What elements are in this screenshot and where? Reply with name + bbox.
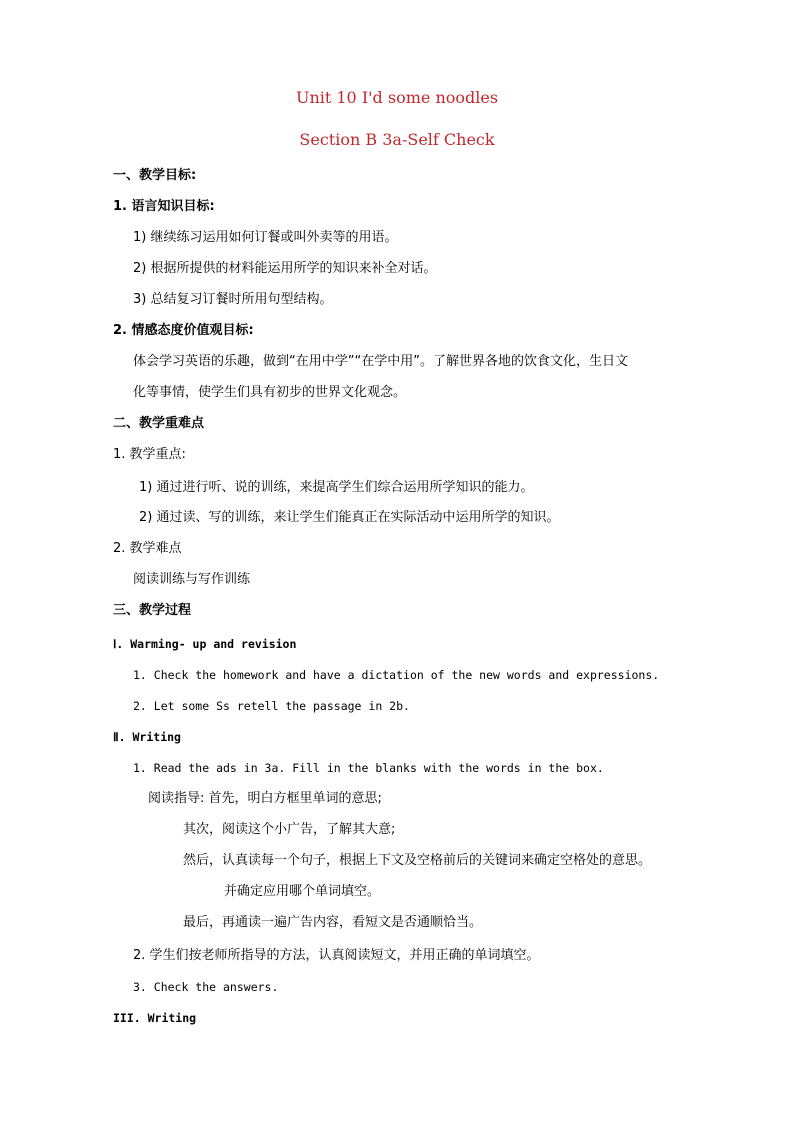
subheading-attitude-goals: 2. 情感态度价值观目标: xyxy=(113,323,254,338)
reading-guide-line: 然后，认真读每一个句子，根据上下文及空格前后的关键词来确定空格处的意思。 xyxy=(183,853,652,868)
list-item: 1) 继续练习运用如何订餐或叫外卖等的用语。 xyxy=(133,230,398,245)
list-item: 1) 通过进行听、说的训练，来提高学生们综合运用所学知识的能力。 xyxy=(139,480,534,495)
section-heading-objectives: 一、教学目标: xyxy=(113,168,197,183)
step-heading-writing: Ⅱ. Writing xyxy=(113,730,181,744)
document-subtitle: Section B 3a-Self Check xyxy=(299,130,495,149)
list-item: 2) 通过读、写的训练，来让学生们能真正在实际活动中运用所学的知识。 xyxy=(139,510,560,525)
paragraph-line: 化等事情，使学生们具有初步的世界文化观念。 xyxy=(133,385,407,400)
list-item: 1. Read the ads in 3a. Fill in the blanks with the words in the box. xyxy=(133,761,604,775)
subheading-focus: 1. 教学重点: xyxy=(113,447,186,462)
list-item: 2) 根据所提供的材料能运用所学的知识来补全对话。 xyxy=(133,261,437,276)
list-item: 3) 总结复习订餐时所用句型结构。 xyxy=(133,292,333,307)
reading-guide-line: 阅读指导: 首先，明白方框里单词的意思; xyxy=(148,791,382,806)
list-item: 2. Let some Ss retell the passage in 2b. xyxy=(133,699,410,713)
subheading-language-goals: 1. 语言知识目标: xyxy=(113,199,215,214)
section-heading-key-points: 二、教学重难点 xyxy=(113,416,205,431)
list-item: 3. Check the answers. xyxy=(133,980,279,994)
paragraph-line: 体会学习英语的乐趣，做到“在用中学”“在学中用”。了解世界各地的饮食文化，生日文 xyxy=(133,354,628,369)
reading-guide-line: 并确定应用哪个单词填空。 xyxy=(224,884,381,899)
reading-guide-line: 最后，再通读一遍广告内容，看短文是否通顺恰当。 xyxy=(183,915,483,930)
paragraph-line: 阅读训练与写作训练 xyxy=(133,572,251,587)
reading-guide-line: 其次，阅读这个小广告，了解其大意; xyxy=(183,822,396,837)
document-title: Unit 10 I'd some noodles xyxy=(295,88,499,107)
list-item: 1. Check the homework and have a dictation of the new words and expressions. xyxy=(133,668,660,682)
section-heading-process: 三、教学过程 xyxy=(113,603,192,618)
subheading-difficulty: 2. 教学难点 xyxy=(113,541,182,556)
step-heading-writing-3: III. Writing xyxy=(113,1011,197,1025)
step-heading-warming-up: Ⅰ. Warming- up and revision xyxy=(113,637,297,651)
list-item: 2. 学生们按老师所指导的方法，认真阅读短文，并用正确的单词填空。 xyxy=(133,948,540,963)
